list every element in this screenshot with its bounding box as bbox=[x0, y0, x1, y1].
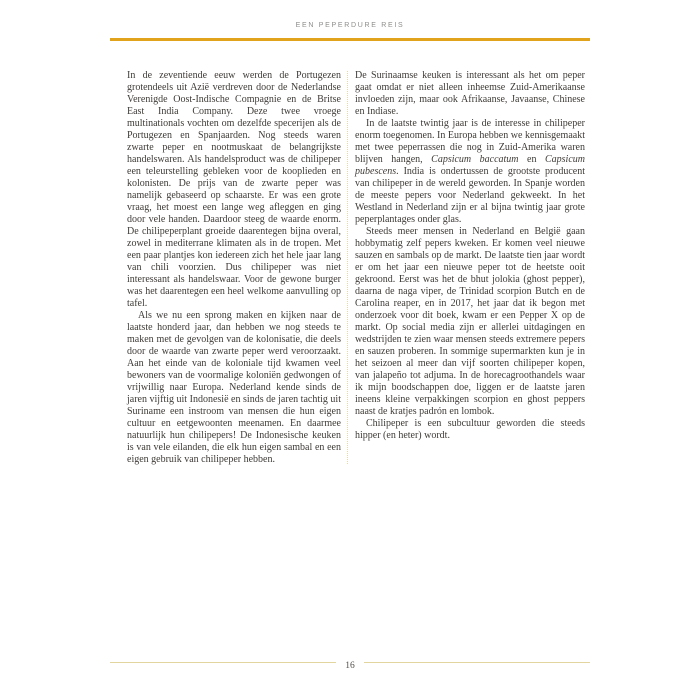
header-rule bbox=[110, 38, 590, 41]
text-segment: In de zeventiende eeuw werden de Portugezen grotendeels uit Azië verdreven door de Nederlandse Verenigde Oost-Indische Compagnie en de Britse East India Company. Deze twee vroege multinationals vochten om dezelfde specerijen als de Portugezen en Spanjaarden. Nog steeds waren zwarte peper en nootmuskaat de belangrijkste handelswaren. Als handelsproduct was de chilipeper een teleurstelling gebleken voor de kooplieden en kolonisten. De prijs van de zwarte peper was namelijk gebaseerd op schaarste. Er was een grote vraag, het moest een lange weg afleggen en ging door vele handen. Daardoor steeg de waarde enorm. De chilipeperplant groeide daarentegen bijna overal, zowel in mediterrane klimaten als in de tropen. Met een paar plantjes kon iedereen zich het hele jaar lang van chili voorzien. Dus chilipeper was niet interessant als handelswaar. Voor de gewone burger was het daarentegen een heel welkome aanvulling op tafel. bbox=[127, 70, 341, 309]
paragraph bbox=[127, 70, 341, 310]
text-segment: Steeds meer mensen in Nederland en België gaan hobbymatig zelf pepers kweken. Er komen veel nieuwe sauzen en sambals op de markt. De laatste tien jaar wordt er om het jaar een nieuwe peper tot de heetste ooit gekroond. Eerst was het de bhut jolokia (ghost pepper), daarna de naga viper, de Trinidad scorpion Butch en de Carolina reaper, en in 2017, het jaar dat ik begon met onderzoek voor dit boek, kwam er een Pepper X op de markt. Op social media zijn er allerlei uitdagingen en wedstrijden te zien waar mensen steeds extremere pepers en sauzen proberen. In sommige supermarkten kun je in het seizoen al meer dan vijf soorten chilipeper kopen, van jalapeño tot adjuma. In de horecagroothandels waar ik mijn boodschappen doe, liggen er de laatste jaren ineens kleine verpakkingen scorpion en ghost peppers naast de kratjes padrón en lombok. bbox=[355, 226, 585, 417]
paragraph bbox=[355, 418, 585, 442]
text-segment: Als we nu een sprong maken en kijken naar de laatste honderd jaar, dan hebben we nog steeds te maken met de gevolgen van de kolonisatie, die deels door de waarde van zwarte peper werd veroorzaakt. Aan het einde van de koloniale tijd kwamen veel bewoners van de voormalige koloniën gedwongen of vrijwillig naar Europa. Nederland kende sinds de jaren vijftig uit Indonesië en sinds de jaren tachtig uit Suriname een instroom van mensen die hun eigen cultuur en eetgewoonten meenamen. En daarmee natuurlijk hun chilipepers! De Indonesische keuken is van vele eilanden, die elk hun eigen sambal en een eigen gebruik van chilipeper hebben. bbox=[127, 310, 341, 465]
paragraph bbox=[127, 310, 341, 466]
page-number: 16 bbox=[336, 659, 364, 673]
species-name: Capsicum pubescens bbox=[355, 154, 585, 177]
right-column bbox=[355, 70, 585, 466]
text-columns bbox=[127, 70, 585, 466]
left-column bbox=[127, 70, 341, 466]
text-segment: Chilipeper is een subcultuur geworden die steeds hipper (en heter) wordt. bbox=[355, 418, 585, 441]
column-divider bbox=[341, 70, 355, 466]
page-footer bbox=[110, 655, 590, 669]
paragraph bbox=[355, 226, 585, 418]
running-header: EEN PEPERDURE REIS bbox=[295, 22, 405, 29]
paragraph bbox=[355, 70, 585, 118]
text-segment: . India is ondertussen de grootste producent van chilipeper in de wereld geworden. In Spanje worden de meeste pepers voor Nederland gekweekt. In het Westland in Nederland zijn er al bijna twintig jaar grote peperplantages onder glas. bbox=[355, 166, 585, 225]
text-segment: In de laatste twintig jaar is de interesse in chilipeper enorm toegenomen. In Europa hebben we kennisgemaakt met twee peperrassen die nog in Zuid-Amerika waren blijven hangen, bbox=[355, 118, 585, 165]
species-name: Capsicum baccatum bbox=[431, 154, 519, 165]
text-segment: en bbox=[518, 154, 545, 165]
paragraph bbox=[355, 118, 585, 226]
text-segment: De Surinaamse keuken is interessant als het om peper gaat omdat er niet alleen inheemse Zuid-Amerikaanse invloeden zijn, maar ook Afrikaanse, Javaanse, Chinese en Indiase. bbox=[355, 70, 585, 117]
